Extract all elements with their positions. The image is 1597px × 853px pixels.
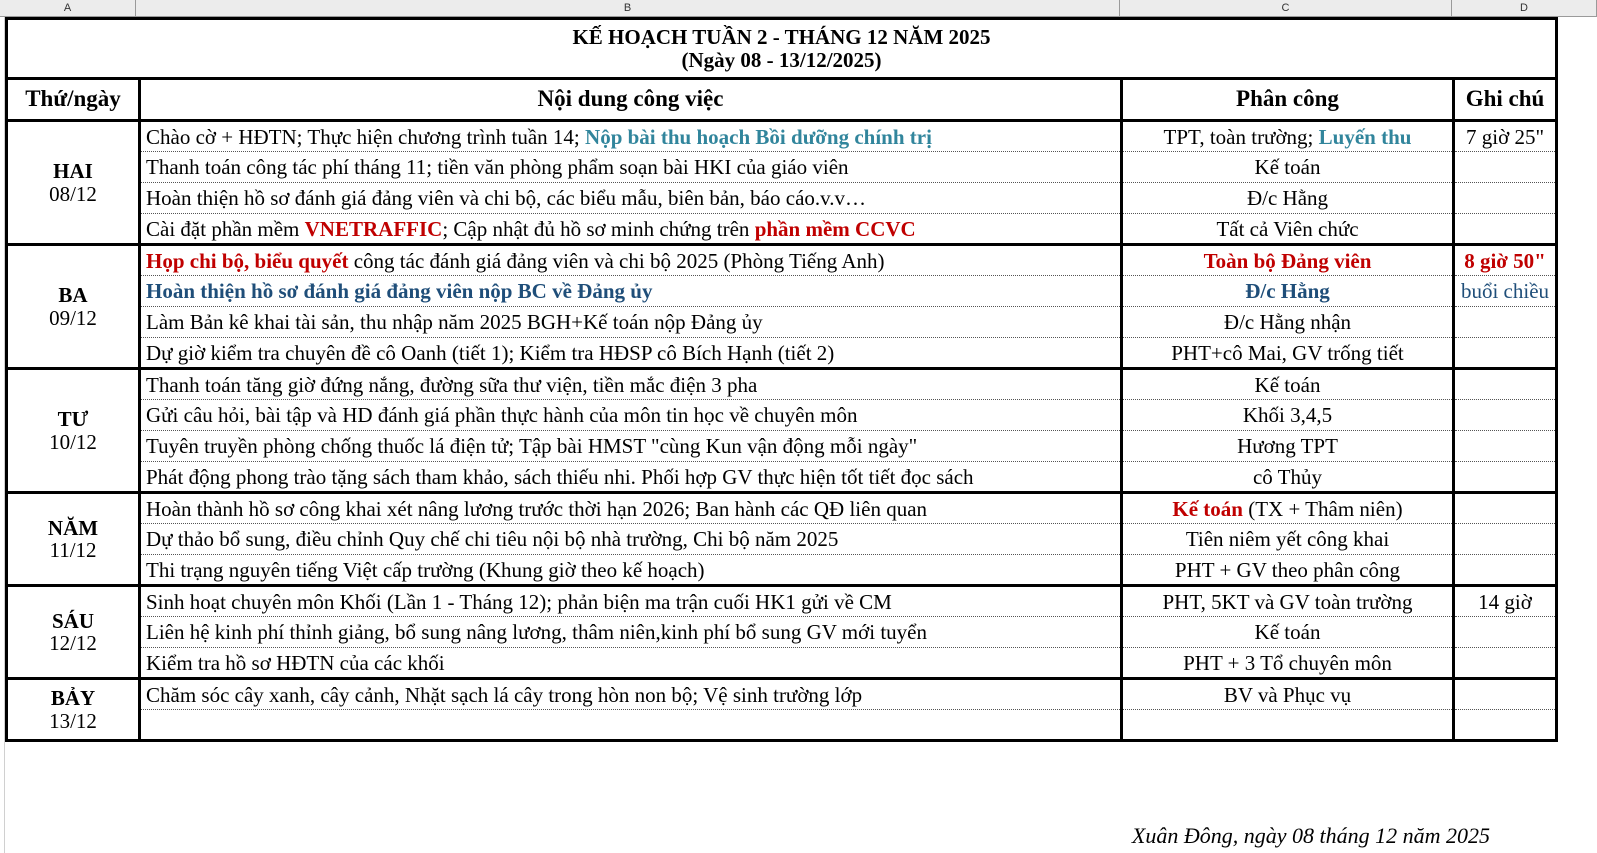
task-text: Thanh toán tăng giờ đứng nắng, đường sữa thư viện, tiền mắc điện 3 pha <box>146 372 758 397</box>
task-text: Hoàn thành hồ sơ công khai xét nâng lương trước thời hạn 2026; Ban hành các QĐ liên quan <box>146 496 928 521</box>
assignee-text: Đ/c Hằng <box>1246 186 1329 210</box>
note-text: buổi chiều <box>1460 279 1550 303</box>
assignee-text: PHT, 5KT và GV toàn trường <box>1162 589 1413 614</box>
note-text: 8 giờ 50" <box>1464 248 1546 273</box>
assignee-highlight: Toàn bộ Đảng viên <box>1203 248 1372 273</box>
assignee-cell <box>1122 431 1454 462</box>
task-text: Chăm sóc cây xanh, cây cảnh, Nhặt sạch lá cây trong hòn non bộ; Vệ sinh trường lớp <box>146 682 863 707</box>
note-cell <box>1454 121 1557 152</box>
assignee-cell <box>1122 710 1454 741</box>
title-line-1: KẾ HOẠCH TUẦN 2 - THÁNG 12 NĂM 2025 <box>572 25 991 49</box>
task-cell <box>140 276 1122 307</box>
task-cell <box>140 555 1122 586</box>
assignee-text: PHT + 3 Tổ chuyên môn <box>1183 650 1392 675</box>
assignee-cell <box>1122 245 1454 276</box>
note-cell <box>1454 648 1557 679</box>
task-highlight: VNETRAFFIC <box>304 216 443 241</box>
note-cell <box>1454 462 1557 493</box>
assignee-text: PHT + GV theo phân công <box>1174 557 1401 582</box>
note-cell <box>1454 152 1557 183</box>
task-cell <box>140 121 1122 152</box>
task-cell <box>140 245 1122 276</box>
task-text: Gửi câu hỏi, bài tập và HD đánh giá phần thực hành của môn tin học về chuyên môn <box>146 403 858 427</box>
day-cell <box>7 679 140 741</box>
table-row <box>7 586 1557 617</box>
table-row <box>7 710 1557 741</box>
note-cell <box>1454 586 1557 617</box>
task-text: Sinh hoạt chuyên môn Khối (Lần 1 - Tháng 12); phản biện ma trận cuối HK1 gửi về CM <box>146 589 892 614</box>
spreadsheet-column-header-row <box>0 0 1597 17</box>
task-cell <box>140 586 1122 617</box>
column-header-b[interactable]: B <box>136 0 1120 16</box>
table-row <box>7 121 1557 152</box>
assignee-text: Kế toán <box>1254 372 1321 397</box>
header-task: Nội dung công việc <box>140 79 1122 121</box>
task-highlight: Họp chi bộ, biểu quyết <box>146 248 349 273</box>
note-cell <box>1454 183 1557 214</box>
note-cell <box>1454 524 1557 555</box>
note-cell <box>1454 710 1557 741</box>
title-row <box>7 19 1557 79</box>
assignee-cell <box>1122 586 1454 617</box>
day-name: HAI <box>53 159 93 184</box>
table-row <box>7 555 1557 586</box>
assignee-text: (TX + Thâm niên) <box>1242 496 1403 521</box>
day-date: 13/12 <box>49 708 97 733</box>
table-row <box>7 524 1557 555</box>
task-text: Hoàn thiện hồ sơ đánh giá đảng viên và chi bộ, các biểu mẫu, biên bản, báo cáo.v.v… <box>146 186 867 210</box>
assignee-cell <box>1122 617 1454 648</box>
assignee-text: Kế toán <box>1254 620 1321 644</box>
table-row <box>7 617 1557 648</box>
assignee-text: cô Thủy <box>1252 464 1323 489</box>
table-row <box>7 214 1557 245</box>
task-cell <box>140 369 1122 400</box>
day-name: TƯ <box>57 407 89 432</box>
day-date: 08/12 <box>49 181 97 206</box>
task-highlight: Hoàn thiện hồ sơ đánh giá đảng viên nộp BC về Đảng ủy <box>146 279 653 303</box>
note-cell <box>1454 338 1557 369</box>
assignee-text: Hương TPT <box>1237 434 1338 458</box>
note-cell <box>1454 431 1557 462</box>
task-text: Thi trạng nguyên tiếng Việt cấp trường (Khung giờ theo kế hoạch) <box>146 557 705 582</box>
assignee-cell <box>1122 152 1454 183</box>
task-text: Dự giờ kiểm tra chuyên đề cô Oanh (tiết 1); Kiểm tra HĐSP cô Bích Hạnh (tiết 2) <box>146 340 835 365</box>
day-name: BẢY <box>50 686 96 711</box>
day-name: NĂM <box>47 515 99 540</box>
note-cell <box>1454 307 1557 338</box>
day-date: 10/12 <box>49 429 97 454</box>
assignee-highlight: Đ/c Hằng <box>1245 279 1330 303</box>
task-cell <box>140 617 1122 648</box>
task-cell <box>140 338 1122 369</box>
task-cell <box>140 152 1122 183</box>
note-cell <box>1454 276 1557 307</box>
column-header-c[interactable]: C <box>1120 0 1452 16</box>
day-date: 11/12 <box>49 538 97 563</box>
table-header-row <box>7 79 1557 121</box>
task-text: Cài đặt phần mềm <box>146 216 305 241</box>
column-header-d[interactable]: D <box>1452 0 1597 16</box>
assignee-cell <box>1122 307 1454 338</box>
note-cell <box>1454 493 1557 524</box>
header-day: Thứ/ngày <box>7 79 140 121</box>
note-text: 7 giờ 25" <box>1466 124 1545 149</box>
day-cell <box>7 245 140 369</box>
note-cell <box>1454 214 1557 245</box>
table-row <box>7 369 1557 400</box>
table-row <box>7 338 1557 369</box>
page-title <box>7 19 1557 79</box>
assignee-text: Kế toán <box>1254 155 1321 179</box>
task-cell <box>140 307 1122 338</box>
note-cell <box>1454 679 1557 710</box>
note-cell <box>1454 555 1557 586</box>
table-row <box>7 245 1557 276</box>
day-cell <box>7 493 140 586</box>
task-cell <box>140 400 1122 431</box>
task-cell <box>140 710 1122 741</box>
assignee-text: Tiên niêm yết công khai <box>1185 527 1390 551</box>
note-text: 14 giờ <box>1478 589 1532 614</box>
weekly-plan-table <box>5 17 1558 742</box>
task-cell <box>140 493 1122 524</box>
assignee-cell <box>1122 338 1454 369</box>
day-date: 12/12 <box>49 631 97 656</box>
task-text: Thanh toán công tác phí tháng 11; tiền văn phòng phẩm soạn bài HKI của giáo viên <box>146 155 849 179</box>
assignee-cell <box>1122 121 1454 152</box>
day-name: BA <box>58 283 88 308</box>
task-text: Làm Bản kê khai tài sản, thu nhập năm 2025 BGH+Kế toán nộp Đảng ủy <box>146 310 763 334</box>
table-row <box>7 648 1557 679</box>
assignee-highlight: Luyến thu <box>1318 124 1412 149</box>
day-cell <box>7 121 140 245</box>
assignee-text: PHT+cô Mai, GV trống tiết <box>1171 340 1404 365</box>
assignee-cell <box>1122 400 1454 431</box>
table-row <box>7 431 1557 462</box>
note-cell <box>1454 400 1557 431</box>
assignee-cell <box>1122 524 1454 555</box>
task-text: Liên hệ kinh phí thỉnh giảng, bổ sung nâng lương, thâm niên,kinh phí bổ sung GV mới tuyển <box>146 620 927 644</box>
task-text: Tuyên truyền phòng chống thuốc lá điện tử; Tập bài HMST "cùng Kun vận động mỗi ngày" <box>146 434 918 458</box>
title-line-2: (Ngày 08 - 13/12/2025) <box>681 47 882 72</box>
day-name: SÁU <box>51 608 94 633</box>
task-text: công tác đánh giá đảng viên và chi bộ 2025 (Phòng Tiếng Anh) <box>348 248 885 273</box>
column-header-a[interactable]: A <box>0 0 136 16</box>
task-text: Phát động phong trào tặng sách tham khảo, sách thiếu nhi. Phối hợp GV thực hiện tốt tiết đọc sách <box>146 464 974 489</box>
table-row <box>7 183 1557 214</box>
note-cell <box>1454 245 1557 276</box>
assignee-cell <box>1122 648 1454 679</box>
task-cell <box>140 524 1122 555</box>
task-text: Chào cờ + HĐTN; Thực hiện chương trình tuần 14; <box>146 124 586 149</box>
note-cell <box>1454 617 1557 648</box>
task-highlight: phần mềm CCVC <box>754 216 916 241</box>
task-highlight: Nộp bài thu hoạch Bồi dưỡng chính trị <box>585 124 932 149</box>
task-cell <box>140 462 1122 493</box>
assignee-cell <box>1122 493 1454 524</box>
table-row <box>7 307 1557 338</box>
header-note: Ghi chú <box>1454 79 1557 121</box>
task-cell <box>140 679 1122 710</box>
task-cell <box>140 183 1122 214</box>
signature-line: Xuân Đông, ngày 08 tháng 12 năm 2025 <box>1131 823 1490 848</box>
note-cell <box>1454 369 1557 400</box>
task-text: Dự thảo bổ sung, điều chỉnh Quy chế chi tiêu nội bộ nhà trường, Chi bộ năm 2025 <box>146 527 839 551</box>
task-text: Kiểm tra hồ sơ HĐTN của các khối <box>146 650 445 675</box>
day-cell <box>7 586 140 679</box>
task-text: ; Cập nhật đủ hồ sơ minh chứng trên <box>442 216 755 241</box>
assignee-highlight: Kế toán <box>1172 496 1243 521</box>
table-row <box>7 493 1557 524</box>
task-cell <box>140 648 1122 679</box>
table-row <box>7 276 1557 307</box>
task-cell <box>140 431 1122 462</box>
header-assignee: Phân công <box>1122 79 1454 121</box>
assignee-cell <box>1122 276 1454 307</box>
assignee-cell <box>1122 183 1454 214</box>
assignee-text: Khối 3,4,5 <box>1242 403 1333 427</box>
assignee-cell <box>1122 679 1454 710</box>
day-date: 09/12 <box>49 305 97 330</box>
assignee-text: TPT, toàn trường; <box>1163 124 1319 149</box>
assignee-cell <box>1122 462 1454 493</box>
assignee-cell <box>1122 555 1454 586</box>
assignee-text: BV và Phục vụ <box>1223 682 1352 707</box>
table-row <box>7 679 1557 710</box>
assignee-text: Đ/c Hằng nhận <box>1223 310 1352 334</box>
day-cell <box>7 369 140 493</box>
spreadsheet-canvas <box>0 17 1597 853</box>
table-row <box>7 152 1557 183</box>
assignee-cell <box>1122 214 1454 245</box>
table-row <box>7 462 1557 493</box>
task-cell <box>140 214 1122 245</box>
table-row <box>7 400 1557 431</box>
assignee-text: Tất cả Viên chức <box>1216 216 1359 241</box>
assignee-cell <box>1122 369 1454 400</box>
